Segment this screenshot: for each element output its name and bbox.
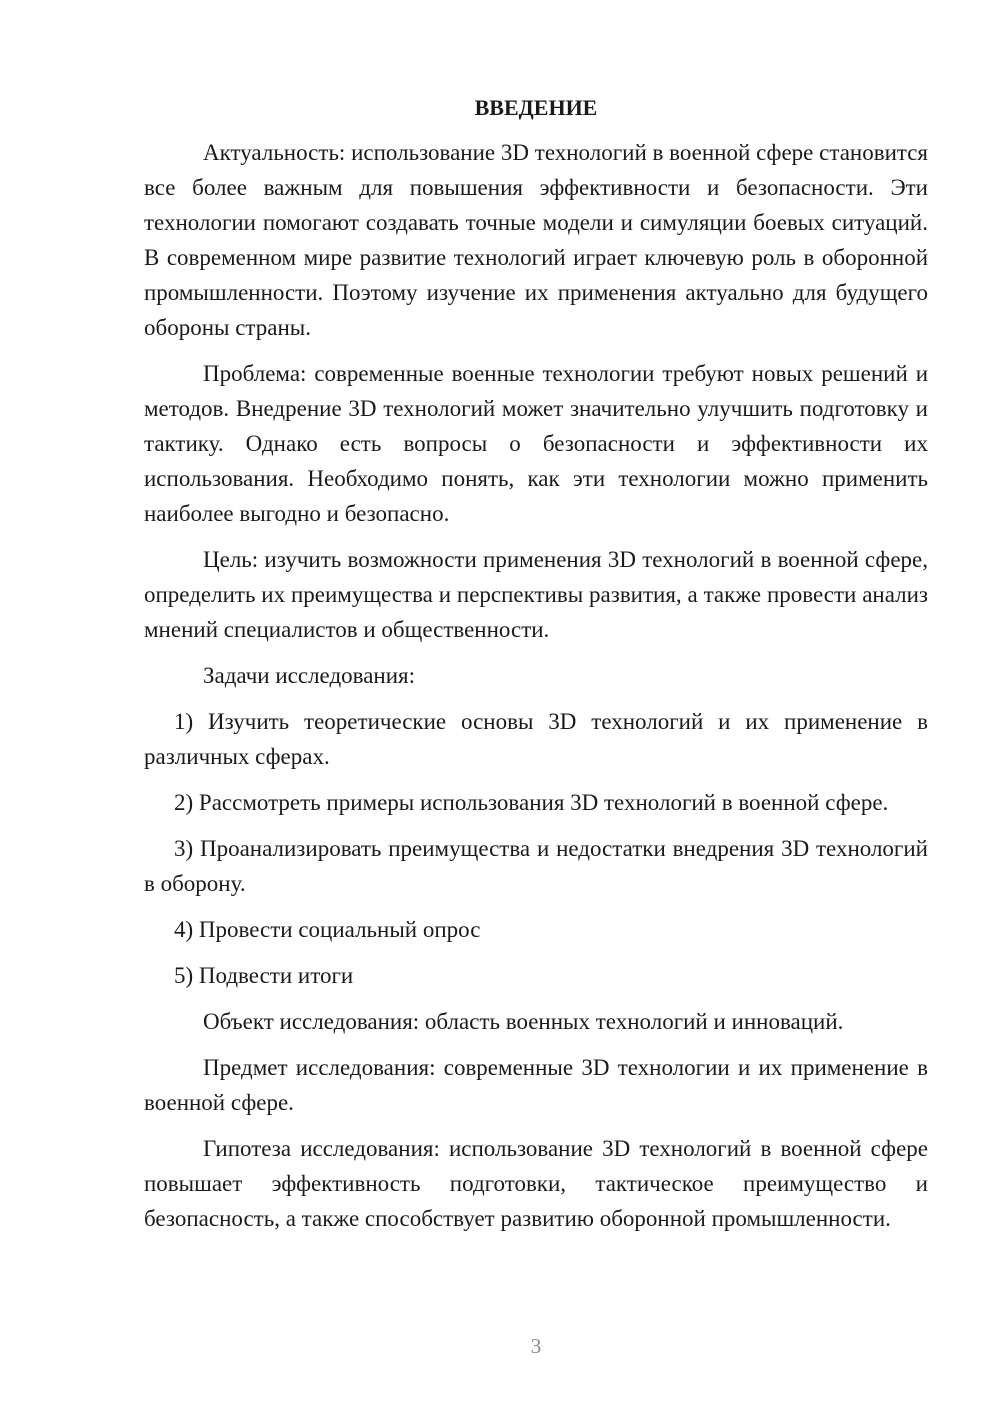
task-item-2: 2) Рассмотреть примеры использования 3D технологий в военной сфере.: [174, 790, 889, 815]
document-page: [144, 90, 928, 1247]
task-item-4: 4) Провести социальный опрос: [174, 917, 481, 942]
task-item-5: 5) Подвести итоги: [174, 963, 354, 988]
problem-paragraph: Проблема: современные военные технологии требуют новых решений и методов. Внедрение 3D технологий может значительно улучшить подготовку и тактику. Однако есть вопросы о безопасности и эффективности их использования. Необходимо понять, как эти технологии можно применить наиболее выгодно и безопасно.: [144, 361, 928, 526]
object-paragraph: Объект исследования: область военных технологий и инноваций.: [203, 1009, 844, 1034]
tasks-heading: Задачи исследования:: [203, 663, 416, 688]
section-title: ВВЕДЕНИЕ: [474, 95, 598, 120]
page-number: 3: [530, 1334, 542, 1358]
task-item-3: 3) Проанализировать преимущества и недостатки внедрения 3D технологий в оборону.: [144, 836, 928, 896]
task-item-1: 1) Изучить теоретические основы 3D технологий и их применение в различных сферах.: [144, 709, 928, 769]
relevance-paragraph: Актуальность: использование 3D технологий в военной сфере становится все более важным для повышения эффективности и безопасности. Эти технологии помогают создавать точные модели и симуляции боевых ситуаций. В современном мире развитие технологий играет ключевую роль в оборонной промышленности. Поэтому изучение их применения актуально для будущего обороны страны.: [144, 140, 928, 340]
goal-paragraph: Цель: изучить возможности применения 3D технологий в военной сфере, определить их преимущества и перспективы развития, а также провести анализ мнений специалистов и общественности.: [144, 547, 928, 642]
hypothesis-paragraph: Гипотеза исследования: использование 3D технологий в военной сфере повышает эффективность подготовки, тактическое преимущество и безопасность, а также способствует развитию оборонной промышленности.: [144, 1136, 928, 1231]
subject-paragraph: Предмет исследования: современные 3D технологии и их применение в военной сфере.: [144, 1055, 928, 1115]
